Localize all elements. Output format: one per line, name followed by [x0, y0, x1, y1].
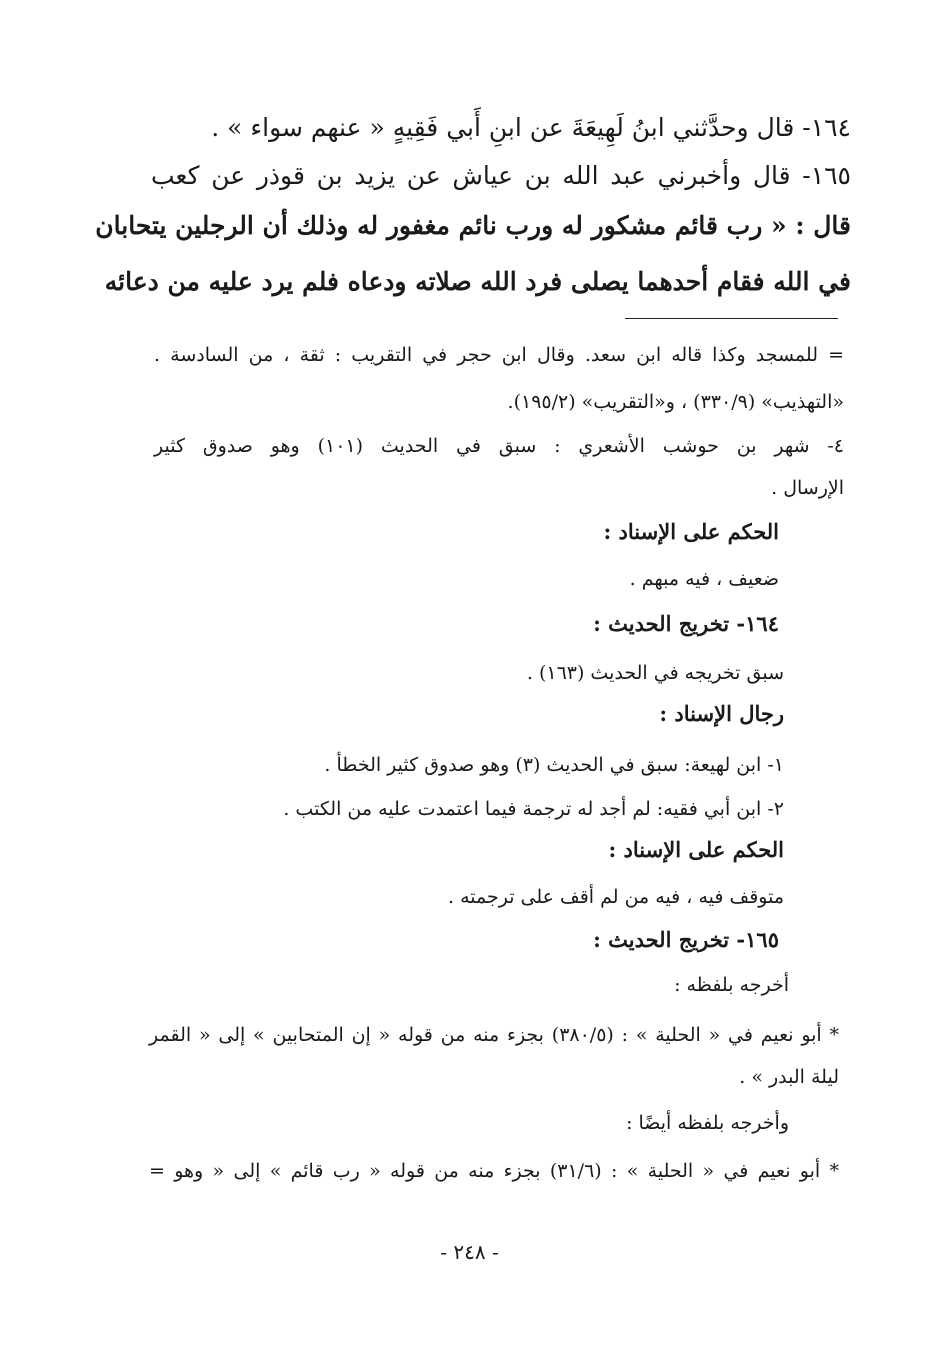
takhrij-text-164: سبق تخريجه في الحديث (١٦٣) . [526, 662, 784, 684]
narrator-item-1: ١- ابن لهيعة: سبق في الحديث (٣) وهو صدوق كثير الخطأ . [324, 754, 784, 776]
takhrij-heading-165: ١٦٥- تخريج الحديث : [593, 927, 779, 952]
page-number: - ٢٤٨ - [440, 1240, 499, 1264]
main-text-line-3: قال : « رب قائم مشكور له ورب نائم مغفور له وذلك أن الرجلين يتحابان [95, 211, 851, 240]
takhrij-heading-164: ١٦٤- تخريج الحديث : [593, 611, 779, 636]
footnote-line-2: «التهذيب» (٣٣٠/٩) ، و«التقريب» (١٩٥/٢). [507, 391, 844, 413]
main-text-line-2: ١٦٥- قال وأخبرني عبد الله بن عياش عن يزيد بن قوذر عن كعب [151, 161, 851, 190]
takhrij-intro-1: أخرجه بلفظه : [674, 974, 789, 996]
ruling-text-2: متوقف فيه ، فيه من لم أقف على ترجمته . [448, 886, 784, 908]
footnote-line-4: الإرسال . [771, 477, 844, 499]
main-text-line-4: في الله فقام أحدهما يصلى فرد الله صلاته ودعاه فلم يرد عليه من دعائه [104, 267, 851, 296]
source-item-1-line-2: ليلة البدر » . [739, 1066, 839, 1088]
footnote-line-3: ٤- شهر بن حوشب الأشعري : سبق في الحديث (١٠١) وهو صدوق كثير [154, 435, 844, 457]
narrators-heading: رجال الإسناد : [659, 701, 784, 726]
main-text-line-1: ١٦٤- قال وحدَّثني ابنُ لَهِيعَةَ عن ابنِ أَبي فَقِيهٍ « عنهم سواء » . [211, 113, 851, 142]
ruling-heading-2: الحكم على الإسناد : [608, 837, 784, 862]
footnote-separator [625, 318, 838, 319]
ruling-heading-1: الحكم على الإسناد : [603, 519, 779, 544]
source-item-2: * أبو نعيم في « الحلية » : (٣١/٦) بجزء منه من قوله « رب قائم » إلى « وهو = [149, 1160, 839, 1182]
footnote-line-1: = للمسجد وكذا قاله ابن سعد. وقال ابن حجر في التقريب : ثقة ، من السادسة . [154, 344, 844, 366]
source-item-1-line-1: * أبو نعيم في « الحلية » : (٣٨٠/٥) بجزء منه من قوله « إن المتحابين » إلى « القمر [149, 1024, 839, 1046]
ruling-text-1: ضعيف ، فيه مبهم . [629, 568, 779, 590]
takhrij-intro-2: وأخرجه بلفظه أيضًا : [626, 1112, 789, 1134]
narrator-item-2: ٢- ابن أبي فقيه: لم أجد له ترجمة فيما اعتمدت عليه من الكتب . [283, 798, 784, 820]
